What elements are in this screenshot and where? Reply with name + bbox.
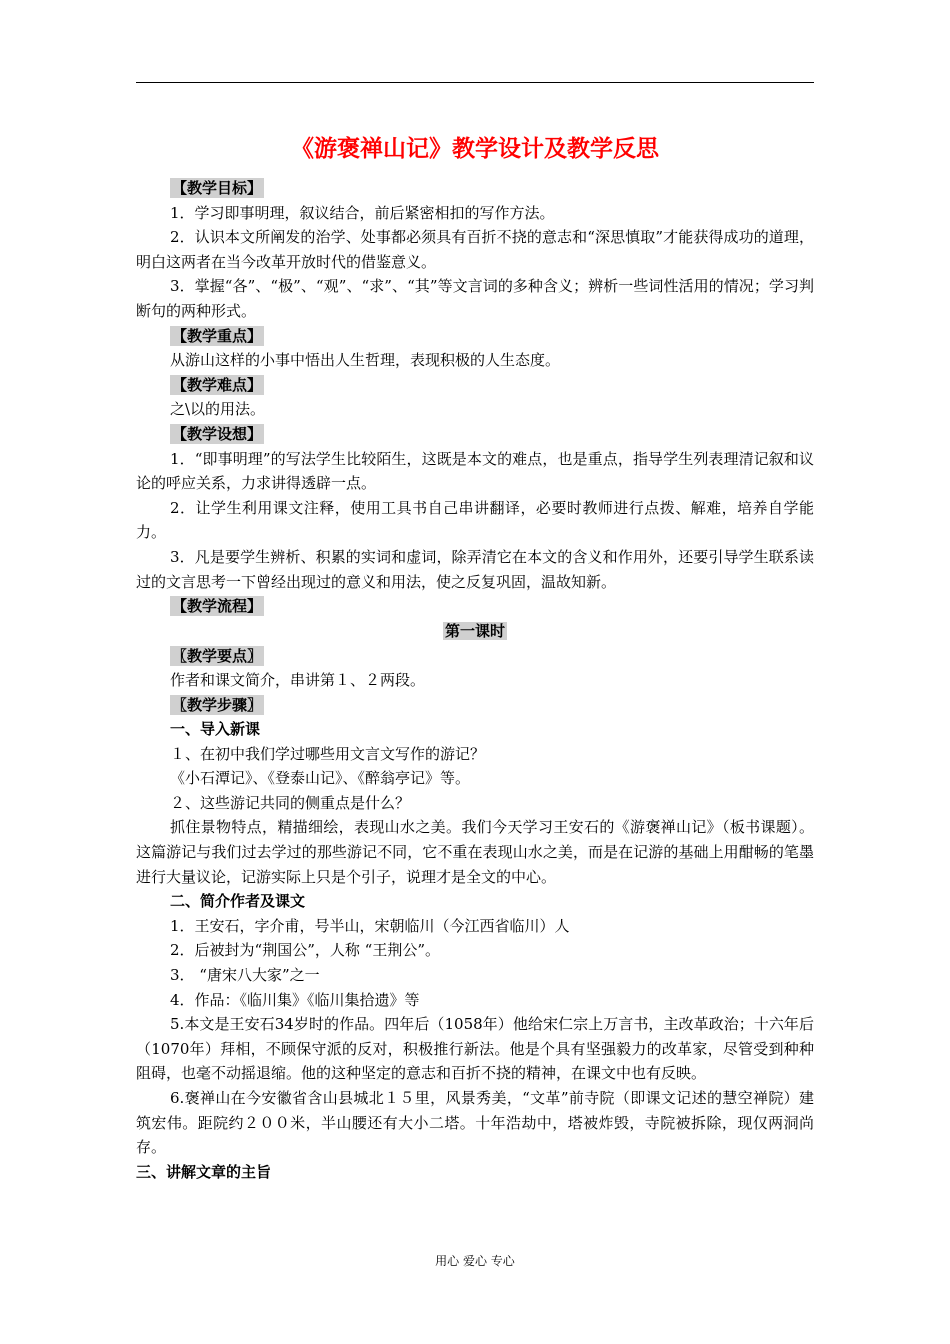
difficulty-text: 之\以的用法。 (170, 400, 266, 419)
lesson-heading (136, 619, 814, 644)
lesson-heading-label: 第一课时 (444, 621, 505, 640)
author-item: 4．作品：《临川集》《临川集拾遗》等 (170, 990, 420, 1009)
section-label-difficulty: 【教学难点】 (172, 376, 263, 395)
author-item: 5.本文是王安石34岁时的作品。四年后（1058年）他给宋仁宗上万言书，主改革政治；十六年后（1070年）拜相，不顾保守派的反对，积极推行新法。他是个具有坚强毅力的改革家，尽管受到种种阻碍，也毫不动摇退缩。他的这种坚定的意志和百折不挠的精神，在课文中也有反映。 (136, 1015, 814, 1083)
author-item: 2．后被封为“荆国公”，人称 “王荆公”。 (170, 941, 440, 960)
section-label-key: 【教学重点】 (172, 326, 263, 345)
key-point-text: 从游山这样的小事中悟出人生哲理，表现积极的人生态度。 (170, 351, 561, 370)
header-rule (136, 82, 814, 83)
author-item: 6.褒禅山在今安徽省含山县城北１５里，风景秀美，“文革”前寺院（即课文记述的慧空禅院）建筑宏伟。距院约２００米，半山腰还有大小二塔。十年浩劫中，塔被炸毁，寺院被拆除，现仅两洞尚存。 (136, 1088, 814, 1157)
design-item: 3．凡是要学生辨析、积累的实词和虚词，除弄清它在本文的含义和作用外，还要引导学生联系读过的文言思考一下曾经出现过的意义和用法，使之反复巩固，温故知新。 (136, 547, 814, 591)
author-item: 1．王安石，字介甫，号半山，宋朝临川（今江西省临川）人 (170, 916, 570, 935)
section-label-flow: 【教学流程】 (172, 597, 263, 616)
part1-question-1: １、在初中我们学过哪些用文言文写作的游记？ (170, 744, 486, 763)
section-label-points: 〖教学要点〗 (172, 646, 263, 665)
section-label-goals: 【教学目标】 (172, 179, 263, 198)
section-label-steps: 〖教学步骤〗 (172, 695, 263, 714)
design-item: 1．“即事明理”的写法学生比较陌生，这既是本文的难点，也是重点，指导学生列表理清记叙和议论的呼应关系，力求讲得透辟一点。 (136, 449, 814, 493)
part1-answer-1: 《小石潭记》、《登泰山记》、《醉翁亭记》等。 (170, 769, 471, 788)
design-item: 2．让学生利用课文注释，使用工具书自己串讲翻译，必要时教师进行点拨、解难，培养自学能力。 (136, 498, 814, 542)
part1-answer-2: 抓住景物特点，精描细绘，表现山水之美。我们今天学习王安石的《游褒禅山记》（板书课题）。这篇游记与我们过去学过的那些游记不同，它不重在表现山水之美，而是在记游的基础上用酣畅的笔墨进行大量议论，记游实际上只是个引子，说理才是全文的中心。 (136, 818, 814, 886)
part1-question-2: ２、这些游记共同的侧重点是什么？ (170, 793, 411, 812)
page-footer: 用心 爱心 专心 (435, 1254, 515, 1268)
part1-heading: 一、导入新课 (170, 720, 261, 739)
document-title: 《游褒禅山记》教学设计及教学反思 (291, 136, 659, 162)
section-label-design: 【教学设想】 (172, 425, 263, 444)
goal-item: 1．学习即事明理，叙议结合，前后紧密相扣的写作方法。 (170, 203, 555, 222)
goal-item: 3．掌握“各”、“极”、“观”、“求”、“其”等文言词的多种含义；辨析一些词性活用的情况；学习判断句的两种形式。 (136, 277, 814, 320)
goal-item: 2．认识本文所阐发的治学、处事都必须具有百折不挠的意志和“深思慎取”才能获得成功的道理，明白这两者在当今改革开放时代的借鉴意义。 (136, 228, 814, 271)
document-body (136, 134, 814, 1184)
points-text: 作者和课文简介，串讲第１、２两段。 (170, 670, 426, 689)
part3-heading: 三、讲解文章的主旨 (136, 1162, 272, 1181)
author-item: 3． “唐宋八大家”之一 (170, 966, 320, 984)
part2-heading: 二、简介作者及课文 (170, 892, 306, 911)
